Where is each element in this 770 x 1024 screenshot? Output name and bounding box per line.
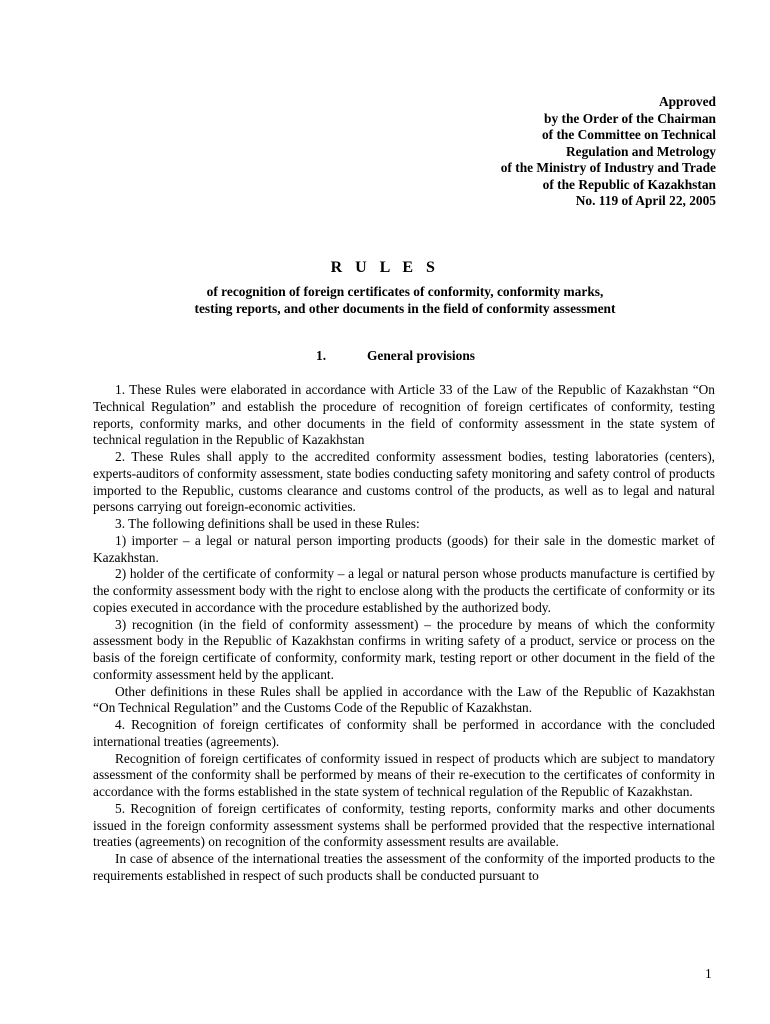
approval-line: of the Committee on Technical	[541, 127, 716, 142]
paragraph: Other definitions in these Rules shall be applied in accordance with the Law of the Republic of Kazakhstan “On Technical Regulation” and the Customs Code of the Republic of Kazakhstan.	[93, 683, 715, 716]
approval-block	[316, 94, 716, 210]
paragraph: 5. Recognition of foreign certificates of conformity, testing reports, conformity marks and other documents issued in the foreign conformity assessment systems shall be performed provided that the respective international treaties (agreements) on recognition of the conformity assessment results are available.	[93, 800, 715, 850]
subtitle-line: of recognition of foreign certificates of conformity, conformity marks,	[206, 284, 604, 299]
paragraph: Recognition of foreign certificates of conformity issued in respect of products which are subject to mandatory assessment of the conformity shall be performed by means of their re-execution to the certificates of conformity in accordance with the forms established in the state system of technical regulation of the Republic of Kazakhstan.	[93, 750, 715, 799]
paragraph: 1) importer – a legal or natural person importing products (goods) for their sale in the domestic market of Kazakhstan.	[93, 532, 715, 565]
page-number: 1	[705, 966, 712, 981]
paragraph: 2) holder of the certificate of conformity – a legal or natural person whose products manufacture is certified by the conformity assessment body with the right to enclose along with the products the certificate of conformity or its copies executed in accordance with the procedure established by the authorized body.	[93, 566, 715, 615]
approval-line: Approved	[658, 94, 716, 109]
section-number: 1.	[316, 348, 327, 363]
approval-line: by the Order of the Chairman	[544, 110, 716, 126]
paragraph: 3. The following definitions shall be used in these Rules:	[115, 516, 420, 531]
paragraph: 3) recognition (in the field of conformity assessment) – the procedure by means of which the conformity assessment body in the Republic of Kazakhstan confirms in writing safety of a product, service or process on the basis of the foreign certificate of conformity, conformity mark, testing report or other document in the field of the conformity assessment held by the applicant.	[93, 616, 715, 682]
document-body	[93, 382, 715, 885]
approval-line: No. 119 of April 22, 2005	[575, 193, 716, 208]
approval-line: Regulation and Metrology	[565, 143, 716, 159]
approval-line: of the Republic of Kazakhstan	[542, 176, 716, 192]
paragraph: 2. These Rules shall apply to the accredited conformity assessment bodies, testing laboratories (centers), experts-auditors of conformity assessment, state bodies conducting safety monitoring and safety control of products imported to the Republic, customs clearance and customs control of the products, as well as to legal and natural persons carrying out foreign-economic activities.	[93, 449, 715, 515]
section-title: General provisions	[367, 348, 476, 363]
paragraph: In case of absence of the international treaties the assessment of the conformity of the imported products to the requirements established in respect of such products shall be conducted pursuant to	[93, 851, 715, 883]
document-title: R U L E S	[330, 259, 440, 276]
document-subtitle	[0, 283, 770, 317]
approval-line: of the Ministry of Industry and Trade	[500, 160, 716, 175]
subtitle-line: testing reports, and other documents in the field of conformity assessment	[194, 301, 616, 316]
paragraph: 1. These Rules were elaborated in accordance with Article 33 of the Law of the Republic of Kazakhstan “On Technical Regulation” and establish the procedure of recognition of foreign certificates of conformity, testing reports, conformity marks, and other documents in the field of conformity assessment in the state system of technical regulation in the Republic of Kazakhstan	[93, 382, 715, 448]
paragraph: 4. Recognition of foreign certificates of conformity shall be performed in accordance with the concluded international treaties (agreements).	[93, 717, 715, 749]
